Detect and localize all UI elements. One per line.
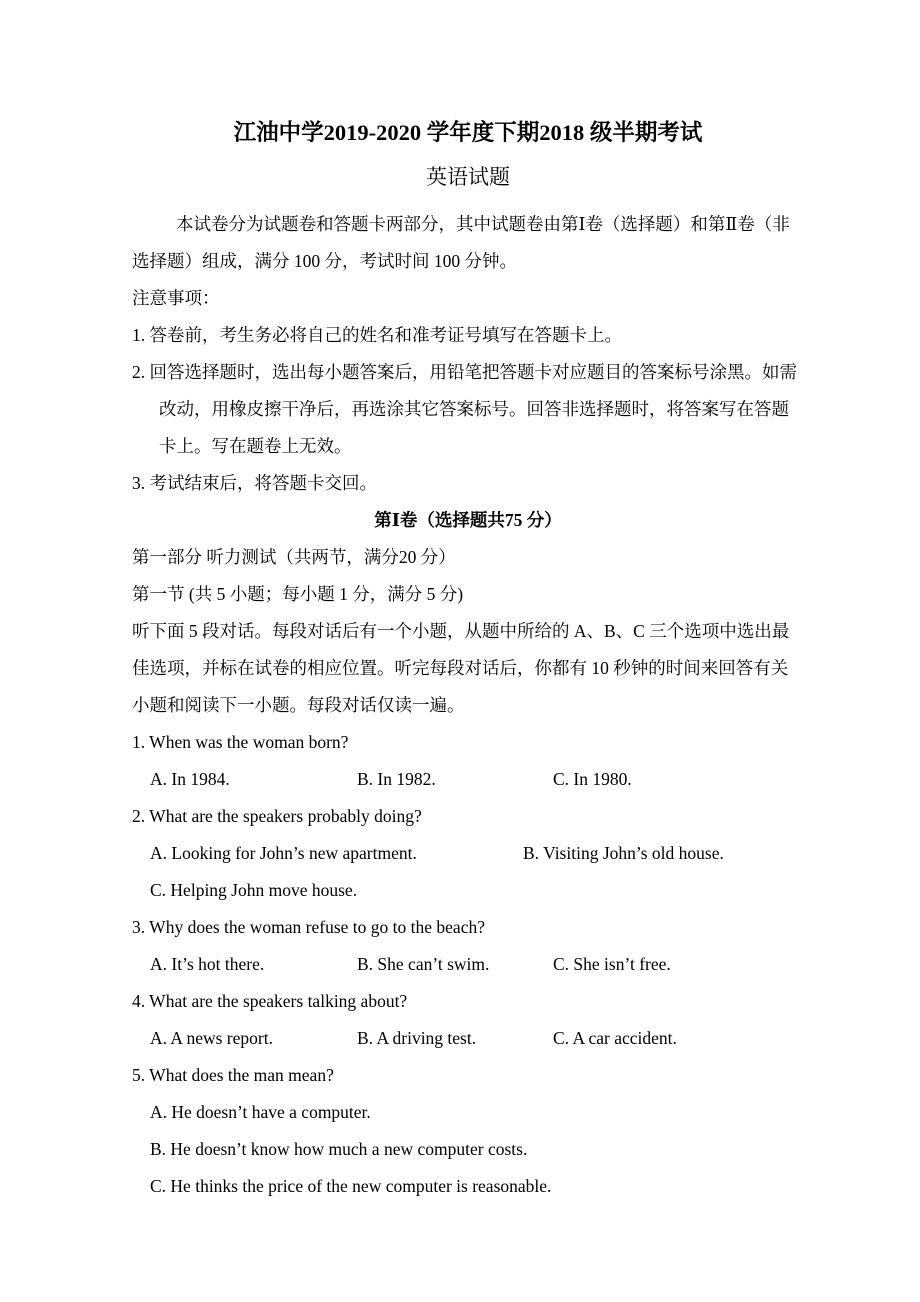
question-stem: 2. What are the speakers probably doing? [132,806,422,826]
section1-header: 第一节 (共 5 小题；每小题 1 分，满分 5 分) [132,584,464,604]
question-4 [132,983,804,1057]
notice-item-3: 3. 考试结束后，将答题卡交回。 [132,473,377,493]
volume1-header: 第Ⅰ卷（选择题共75 分） [374,510,562,530]
question-stem: 5. What does the man mean? [132,1065,334,1085]
option-c: C. She isn’t free. [553,954,671,974]
part1-header: 第一部分 听力测试（共两节，满分20 分） [132,547,456,567]
exam-title: 江油中学2019-2020 学年度下期2018 级半期考试 [233,120,703,145]
intro-paragraph: 本试卷分为试题卷和答题卡两部分，其中试题卷由第Ⅰ卷（选择题）和第Ⅱ卷（非选择题）组成，满分 100 分，考试时间 100 分钟。 [132,214,790,271]
option-b: B. He doesn’t know how much a new computer costs. [150,1139,528,1159]
option-row [132,872,804,909]
option-a: A. It’s hot there. [150,954,265,974]
exam-subtitle: 英语试题 [426,165,510,189]
option-c: C. A car accident. [553,1028,677,1048]
option-b: B. In 1982. [357,769,436,789]
question-2 [132,798,804,909]
listening-instructions: 听下面 5 段对话。每段对话后有一个小题，从题中所给的 A、B、C 三个选项中选出最佳选项，并标在试卷的相应位置。听完每段对话后，你都有 10 秒钟的时间来回答有关小题和阅读下一小题。每段对话仅读一遍。 [132,621,790,715]
question-stem: 3. Why does the woman refuse to go to the beach? [132,917,485,937]
option-b: B. She can’t swim. [357,954,490,974]
question-stem: 1. When was the woman born? [132,732,349,752]
notice-header: 注意事项： [132,288,220,308]
question-3 [132,909,804,983]
option-a: A. He doesn’t have a computer. [150,1102,371,1122]
option-row [132,835,804,872]
option-row [132,1131,804,1168]
question-stem: 4. What are the speakers talking about? [132,991,408,1011]
option-b: B. Visiting John’s old house. [523,843,724,863]
notice-item-1: 1. 答卷前，考生务必将自己的姓名和准考证号填写在答题卡上。 [132,325,622,345]
option-c: C. He thinks the price of the new computer is reasonable. [150,1176,552,1196]
option-c: C. Helping John move house. [150,880,358,900]
option-row [132,1020,804,1057]
option-row [132,1094,804,1131]
option-a: A. In 1984. [150,769,230,789]
notice-item-2: 2. 回答选择题时，选出每小题答案后，用铅笔把答题卡对应题目的答案标号涂黑。如需改动，用橡皮擦干净后，再选涂其它答案标号。回答非选择题时，将答案写在答题卡上。写在题卷上无效。 [132,362,797,456]
option-row [132,1168,804,1205]
option-row [132,761,804,798]
option-row [132,946,804,983]
option-c: C. In 1980. [553,769,632,789]
option-a: A. A news report. [150,1028,273,1048]
question-5 [132,1057,804,1205]
question-1 [132,724,804,798]
option-a: A. Looking for John’s new apartment. [150,843,417,863]
option-b: B. A driving test. [357,1028,477,1048]
